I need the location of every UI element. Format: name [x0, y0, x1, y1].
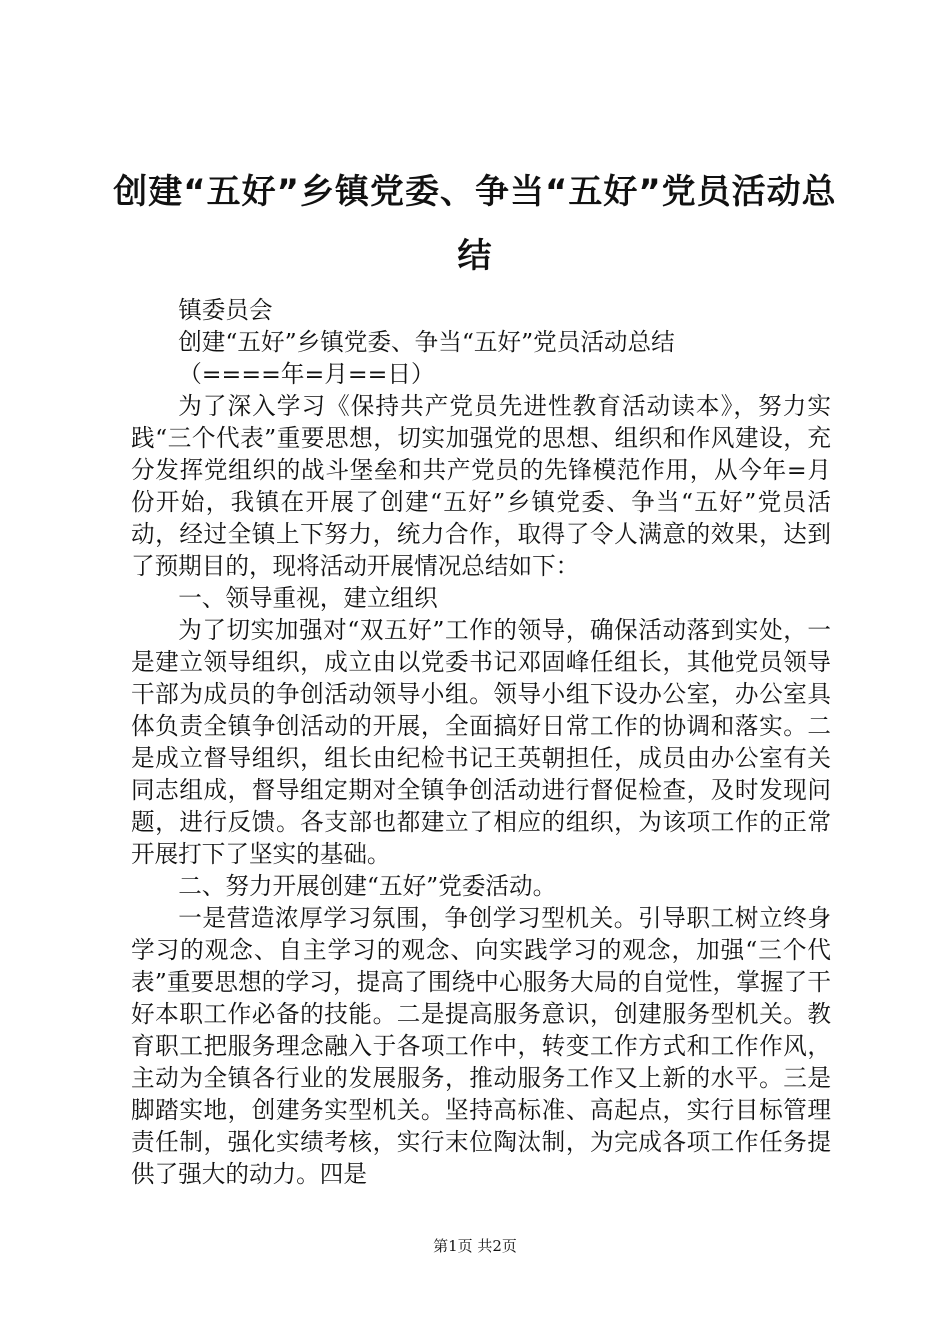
paragraph: 为了切实加强对“双五好”工作的领导，确保活动落到实处，一是建立领导组织，成立由以党委书记邓固峰任组长，其他党员领导干部为成员的争创活动领导小组。领导小组下设办公室，办公室具体负责全镇争创活动的开展，全面搞好日常工作的协调和落实。二是成立督导组织，组长由纪检书记王英朝担任，成员由办公室有关同志组成，督导组定期对全镇争创活动进行督促检查，及时发现问题，进行反馈。各支部也都建立了相应的组织，为该项工作的正常开展打下了坚实的基础。	[131, 616, 831, 868]
document-title: 创建“五好”乡镇党委、争当“五好”党员活动总结	[113, 172, 837, 276]
page-footer: 第1页 共2页	[433, 1237, 517, 1255]
paragraph: 一是营造浓厚学习氛围，争创学习型机关。引导职工树立终身学习的观念、自主学习的观念、向实践学习的观念，加强“三个代表”重要思想的学习，提高了围绕中心服务大局的自觉性，掌握了干好本职工作必备的技能。二是提高服务意识，创建服务型机关。教育职工把服务理念融入于各项工作中，转变工作方式和工作作风，主动为全镇各行业的发展服务，推动服务工作又上新的水平。三是脚踏实地，创建务实型机关。坚持高标准、高起点，实行目标管理责任制，强化实绩考核，实行末位陶汰制，为完成各项工作任务提供了强大的动力。四是	[131, 904, 831, 1188]
document-body	[131, 294, 831, 1190]
paragraph: 为了深入学习《保持共产党员先进性教育活动读本》，努力实践“三个代表”重要思想，切实加强党的思想、组织和作风建设，充分发挥党组织的战斗堡垒和共产党员的先锋模范作用，从今年=月份开始，我镇在开展了创建“五好”乡镇党委、争当“五好”党员活动，经过全镇上下努力，统力合作，取得了令人满意的效果，达到了预期目的，现将活动开展情况总结如下：	[131, 392, 831, 580]
section-heading: 二、努力开展创建“五好”党委活动。	[178, 872, 557, 900]
paragraph: 镇委员会	[178, 296, 273, 324]
paragraph: （====年=月==日）	[178, 360, 435, 388]
paragraph: 创建“五好”乡镇党委、争当“五好”党员活动总结	[178, 328, 675, 356]
section-heading: 一、领导重视，建立组织	[178, 584, 438, 612]
